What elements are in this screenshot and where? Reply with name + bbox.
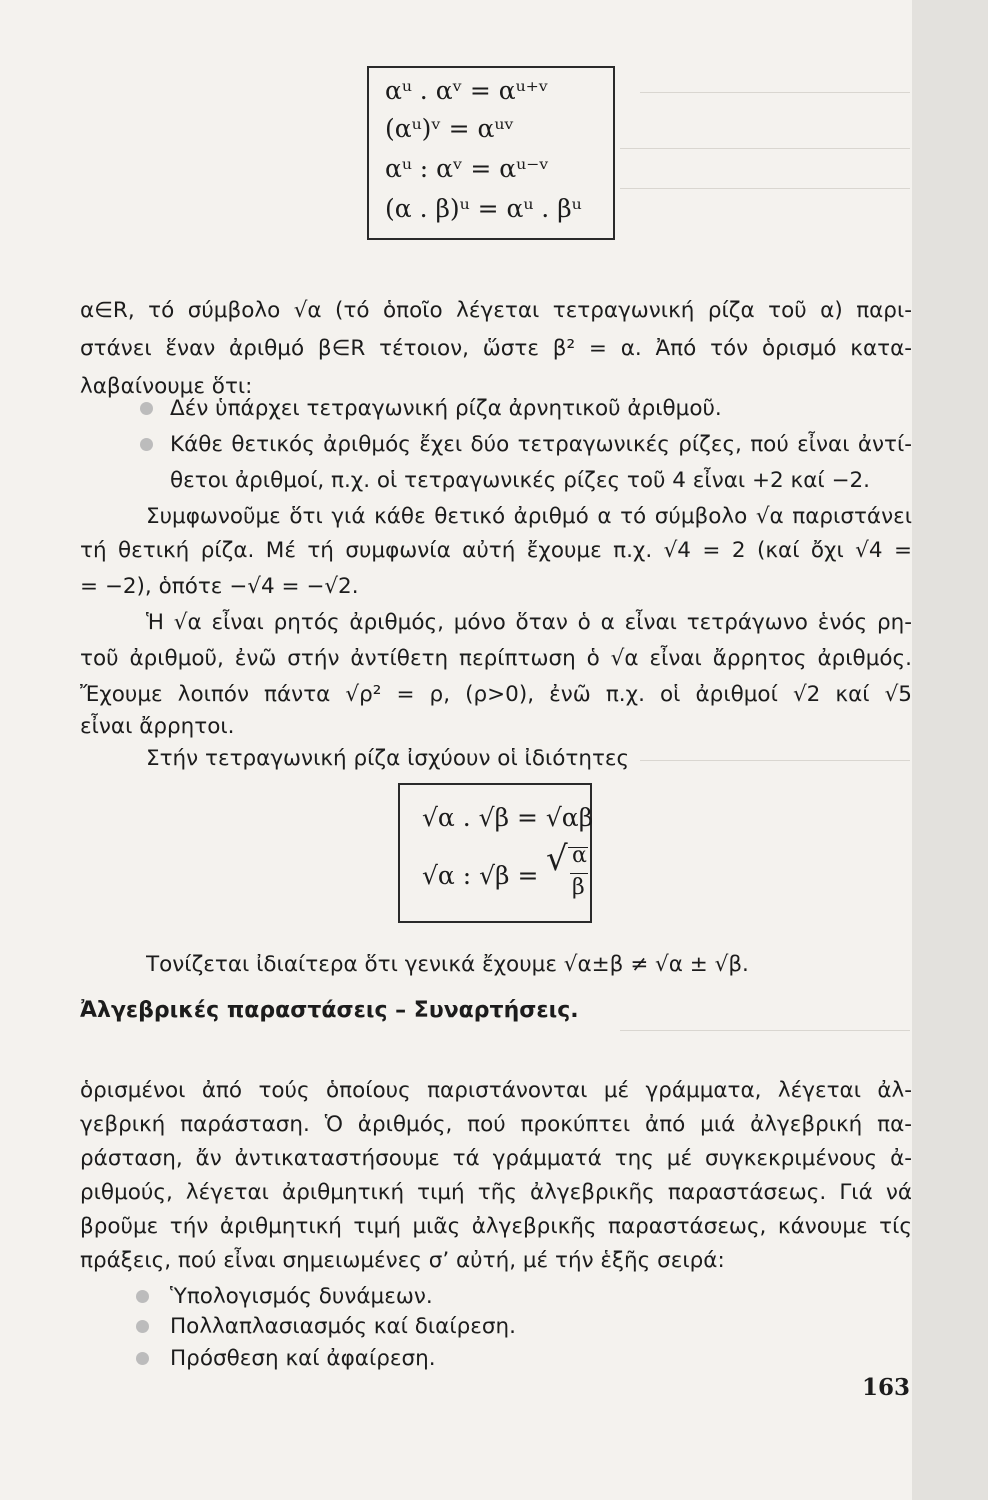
sqrt-symbol: √ [546, 839, 568, 879]
paragraph-line: πράξεις, πού εἶναι σημειωμένες σ’ αὐτή, μέ τήν ἑξῆς σειρά: [80, 1248, 725, 1273]
paragraph-line: ράσταση, ἄν ἀντικαταστήσουμε τά γράμματά της μέ συγκεκριμένους ἀ- [80, 1146, 912, 1171]
paragraph-line: = −2), ὁπότε −√4 = −√2. [80, 574, 359, 599]
fraction-bar [570, 873, 588, 874]
bullet-item: Πρόσθεση καί ἀφαίρεση. [170, 1346, 436, 1371]
formula-line: √α . √β = √αβ [422, 803, 594, 832]
paragraph-line: βροῦμε τήν ἀριθμητική τιμή μιᾶς ἀλγεβρικῆς παραστάσεως, κάνουμε τίς [80, 1214, 912, 1239]
paragraph-line: ριθμούς, λέγεται ἀριθμητική τιμή τῆς ἀλγεβρικῆς παραστάσεως. Γιά νά [80, 1180, 912, 1205]
paragraph-line: Ἡ √α εἶναι ρητός ἀριθμός, μόνο ὅταν ὁ α εἶναι τετράγωνο ἑνός ρη- [146, 610, 912, 635]
bullet-item: Κάθε θετικός ἀριθμός ἔχει δύο τετραγωνικές ρίζες, πού εἶναι ἀντί- [170, 432, 912, 457]
formula-line: √α : √β = [422, 861, 539, 890]
note-line: Τονίζεται ἰδιαίτερα ὅτι γενικά ἔχουμε √α±β ≠ √α ± √β. [146, 952, 749, 977]
paragraph-line: γεβρική παράσταση. Ὁ ἀριθμός, πού προκύπτει ἀπό μιά ἀλγεβρική πα- [80, 1112, 912, 1137]
paragraph-line: Συμφωνοῦμε ὅτι γιά κάθε θετικό ἀριθμό α τό σύμβολο √α παριστάνει [146, 504, 912, 529]
bullet-icon [136, 1320, 149, 1333]
paragraph-line: εἶναι ἄρρητοι. [80, 714, 235, 739]
bullet-item-continuation: θετοι ἀριθμοί, π.χ. οἱ τετραγωνικές ρίζες τοῦ 4 εἶναι +2 καί −2. [170, 468, 870, 493]
formula-line: (αᵘ)ᵛ = αᵘᵛ [385, 114, 514, 143]
paragraph-line: Στήν τετραγωνική ρίζα ἰσχύουν οἱ ἰδιότητες [146, 746, 630, 771]
formula-line: αᵘ . αᵛ = αᵘ⁺ᵛ [385, 76, 549, 105]
formula-line: (α . β)ᵘ = αᵘ . βᵘ [385, 194, 582, 223]
paragraph-line: Ἔχουμε λοιπόν πάντα √ρ² = ρ, (ρ>0), ἐνῶ π.χ. οἱ ἀριθμοί √2 καί √5 [80, 682, 912, 707]
page-margin-strip [912, 0, 988, 1500]
bullet-item: Πολλαπλασιασμός καί διαίρεση. [170, 1314, 516, 1339]
paragraph-line: ὁρισμένοι ἀπό τούς ὁποίους παριστάνονται μέ γράμματα, λέγεται ἀλ- [80, 1078, 912, 1103]
root-properties-box [398, 783, 592, 923]
fraction-denominator: β [572, 875, 585, 900]
fraction-numerator: α [572, 843, 587, 868]
paragraph-line: τή θετική ρίζα. Μέ τή συμφωνία αὐτή ἔχουμε π.χ. √4 = 2 (καί ὄχι √4 = [80, 538, 912, 563]
bullet-icon [136, 1352, 149, 1365]
bullet-icon [140, 438, 153, 451]
section-heading: Ἀλγεβρικές παραστάσεις – Συναρτήσεις. [80, 998, 579, 1023]
bullet-item: Δέν ὑπάρχει τετραγωνική ρίζα ἀρνητικοῦ ἀριθμοῦ. [170, 396, 722, 421]
formula-line: αᵘ : αᵛ = αᵘ⁻ᵛ [385, 154, 549, 183]
paragraph-line: τοῦ ἀριθμοῦ, ἐνῶ στήν ἀντίθετη περίπτωση ὁ √α εἶναι ἄρρητος ἀριθμός. [80, 646, 912, 671]
paragraph-line: λαβαίνουμε ὅτι: [80, 374, 253, 399]
paragraph-line: α∈R, τό σύμβολο √α (τό ὁποῖο λέγεται τετραγωνική ρίζα τοῦ α) παρι- [80, 298, 912, 323]
bullet-icon [136, 1290, 149, 1303]
bullet-icon [140, 402, 153, 415]
exponent-rules-box [367, 66, 615, 240]
paragraph-line: στάνει ἕναν ἀριθμό β∈R τέτοιον, ὥστε β² = α. Ἀπό τόν ὁρισμό κατα- [80, 336, 912, 361]
page-number: 163 [862, 1374, 911, 1401]
bullet-item: Ὑπολογισμός δυνάμεων. [170, 1284, 433, 1309]
